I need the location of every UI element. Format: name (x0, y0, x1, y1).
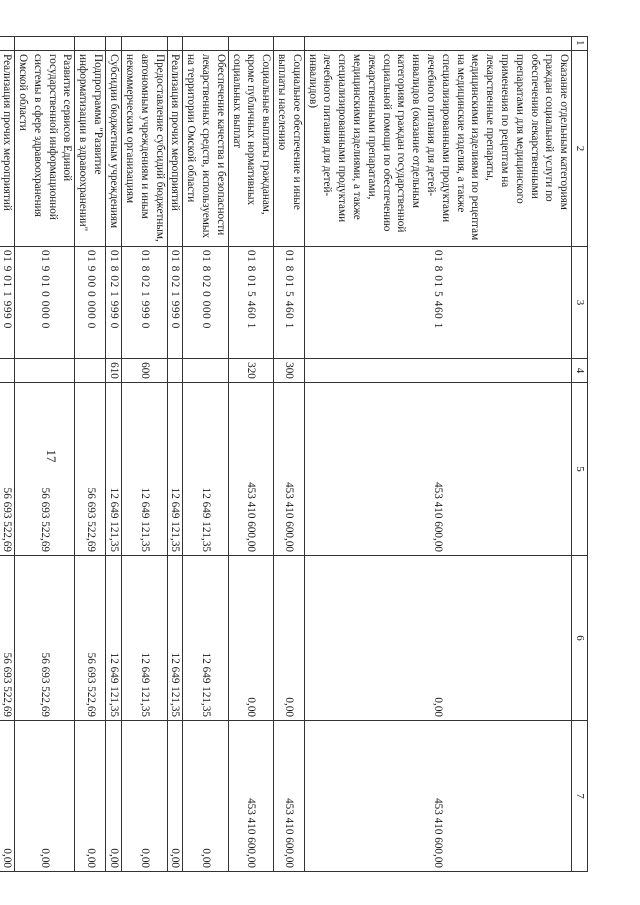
row-number-cell (183, 37, 228, 51)
row-name-cell: Реализация прочих мероприятий (167, 51, 183, 247)
budget-table (0, 36, 588, 872)
row-number-cell (274, 37, 305, 51)
row-code-cell: 01 8 01 5 460 1 (228, 247, 273, 359)
table-row (167, 37, 183, 872)
table-row (75, 37, 106, 872)
row-name-cell: Реализация прочих мероприятий (0, 51, 15, 247)
row-amount-total-cell: 56 693 522,69 (0, 383, 15, 556)
row-expense-type-cell: 320 (228, 359, 273, 383)
row-expense-type-cell: 610 (106, 359, 122, 383)
row-name-cell: Развитие сервисов Единой государственной информационной системы в сфере здравоохранения Омской области (15, 51, 75, 247)
table-body (0, 37, 572, 872)
row-amount-col6-cell: 56 693 522,69 (75, 556, 106, 721)
table-row (15, 37, 75, 872)
row-code-cell: 01 8 02 0 000 0 (183, 247, 228, 359)
table-row (183, 37, 228, 872)
row-number-cell (15, 37, 75, 51)
row-amount-total-cell: 12 649 121,35 (122, 383, 167, 556)
header-col-3: 3 (572, 247, 588, 359)
row-amount-total-cell: 453 410 600,00 (228, 383, 273, 556)
row-amount-total-cell: 56 693 522,69 (15, 383, 75, 556)
row-expense-type-cell (304, 359, 571, 383)
row-amount-col7-cell: 453 410 600,00 (228, 721, 273, 872)
row-code-cell: 01 9 01 1 999 0 (0, 247, 15, 359)
row-name-cell: Обеспечение качества и безопасности лекарственных средств, используемых на территории Омской области (183, 51, 228, 247)
row-amount-total-cell: 12 649 121,35 (167, 383, 183, 556)
header-row (572, 37, 588, 872)
header-col-5: 5 (572, 383, 588, 556)
row-expense-type-cell (0, 359, 15, 383)
row-expense-type-cell (183, 359, 228, 383)
table-row (304, 37, 571, 872)
row-number-cell (106, 37, 122, 51)
row-amount-total-cell: 12 649 121,35 (183, 383, 228, 556)
row-amount-col7-cell: 0,00 (0, 721, 15, 872)
row-name-cell: Подпрограмма "Развитие информатизации в здравоохранении" (75, 51, 106, 247)
row-amount-total-cell: 56 693 522,69 (75, 383, 106, 556)
row-amount-col7-cell: 0,00 (122, 721, 167, 872)
row-expense-type-cell: 300 (274, 359, 305, 383)
row-number-cell (167, 37, 183, 51)
row-expense-type-cell (167, 359, 183, 383)
table-row (106, 37, 122, 872)
row-code-cell: 01 9 00 0 000 0 (75, 247, 106, 359)
row-expense-type-cell (15, 359, 75, 383)
header-col-4: 4 (572, 359, 588, 383)
row-amount-total-cell: 12 649 121,35 (106, 383, 122, 556)
row-name-cell: Предоставление субсидий бюджетным, автономным учреждениям и иным некоммерческим организациям (122, 51, 167, 247)
row-amount-col6-cell: 0,00 (274, 556, 305, 721)
table-row (122, 37, 167, 872)
row-name-cell: Социальные выплаты гражданам, кроме публичных нормативных социальных выплат (228, 51, 273, 247)
row-amount-col7-cell: 0,00 (167, 721, 183, 872)
row-name-cell: Субсидии бюджетным учреждениям (106, 51, 122, 247)
row-amount-col7-cell: 0,00 (183, 721, 228, 872)
row-amount-col7-cell: 453 410 600,00 (304, 721, 571, 872)
row-number-cell (75, 37, 106, 51)
table-row (274, 37, 305, 872)
row-expense-type-cell: 600 (122, 359, 167, 383)
row-amount-col7-cell: 0,00 (75, 721, 106, 872)
row-amount-col6-cell: 0,00 (304, 556, 571, 721)
row-code-cell: 01 8 02 1 999 0 (167, 247, 183, 359)
row-code-cell: 01 9 01 0 000 0 (15, 247, 75, 359)
row-code-cell: 01 8 01 5 460 1 (274, 247, 305, 359)
row-amount-col6-cell: 56 693 522,69 (0, 556, 15, 721)
row-name-cell: Социальное обеспечение и иные выплаты населению (274, 51, 305, 247)
header-col-1: 1 (572, 37, 588, 51)
row-amount-col6-cell: 12 649 121,35 (183, 556, 228, 721)
row-amount-col7-cell: 453 410 600,00 (274, 721, 305, 872)
row-number-cell (0, 37, 15, 51)
table-row (0, 37, 15, 872)
row-amount-col6-cell: 12 649 121,35 (106, 556, 122, 721)
header-col-6: 6 (572, 556, 588, 721)
row-code-cell: 01 8 02 1 999 0 (122, 247, 167, 359)
row-expense-type-cell (75, 359, 106, 383)
page-number: 17 (44, 449, 59, 463)
row-amount-total-cell: 453 410 600,00 (304, 383, 571, 556)
row-number-cell (122, 37, 167, 51)
header-col-7: 7 (572, 721, 588, 872)
row-amount-col6-cell: 12 649 121,35 (122, 556, 167, 721)
row-number-cell (228, 37, 273, 51)
row-code-cell: 01 8 01 5 460 1 (304, 247, 571, 359)
row-amount-col6-cell: 0,00 (228, 556, 273, 721)
row-code-cell: 01 8 02 1 999 0 (106, 247, 122, 359)
row-amount-col7-cell: 0,00 (106, 721, 122, 872)
row-number-cell (304, 37, 571, 51)
row-amount-col6-cell: 56 693 522,69 (15, 556, 75, 721)
row-amount-total-cell: 453 410 600,00 (274, 383, 305, 556)
header-col-2: 2 (572, 51, 588, 247)
row-name-cell: Оказание отдельным категориям граждан социальной услуги по обеспечению лекарственными препаратами для медицинского применения по рецептам на лекарственные препараты, медицинскими изделиями по рецептам на медицинские изделия, а также специализированными продуктами лечебного питания для детей-инвалидов (оказание отдельным категориям граждан государственной социальной помощи по обеспечению лекарственными препаратами, медицинскими изделиями, а также специализированными продуктами лечебного питания для детей-инвалидов) (304, 51, 571, 247)
row-amount-col7-cell: 0,00 (15, 721, 75, 872)
row-amount-col6-cell: 12 649 121,35 (167, 556, 183, 721)
table-row (228, 37, 273, 872)
